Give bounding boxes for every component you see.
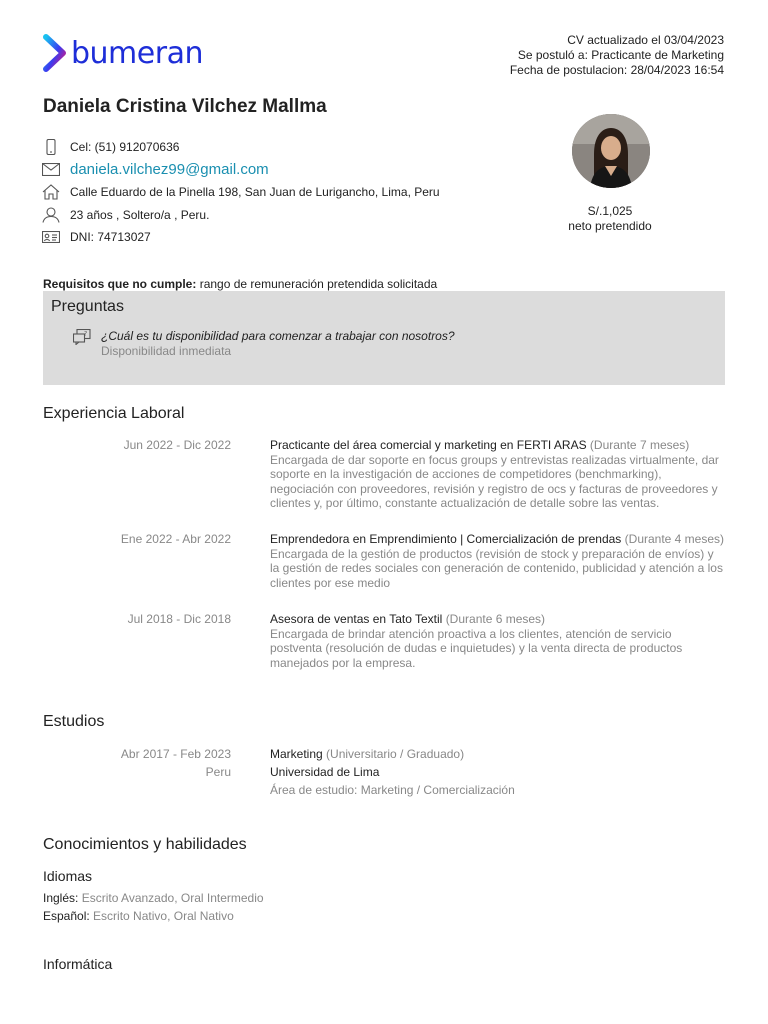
phone-text: Cel: (51) 912070636 [70,140,180,155]
cv-meta [510,33,724,78]
skills-title: Conocimientos y habilidades [43,836,247,853]
experience-body [270,532,726,590]
bumeran-logo[interactable] [43,34,203,72]
contact-phone [41,136,440,159]
unmet-requirements [43,277,437,291]
experience-body [270,612,726,670]
experience-duration: (Durante 4 meses) [624,532,725,546]
svg-text:?: ? [84,330,88,338]
question-text: ¿Cuál es tu disponibilidad para comenzar a trabajar con nosotros? [101,329,455,343]
education-degree: Marketing [270,747,323,761]
education-title: Estudios [43,713,105,730]
email-link[interactable]: daniela.vilchez99@gmail.com [70,161,269,179]
education-location: Peru [205,765,231,779]
experience-duration: (Durante 7 meses) [589,438,690,452]
user-icon [41,207,61,223]
experience-role: Asesora de ventas en Tato Textil [270,612,443,626]
salary-label: neto pretendido [568,219,652,233]
it-title: Informática [43,956,113,972]
language-level: Escrito Avanzado, Oral Intermedio [81,891,264,905]
salary-value: S/.1,025 [587,204,633,218]
experience-description: Encargada de brindar atención proactiva a los clientes, atención de servicio postventa (resolución de dudas e inquietudes) y la venta directa de productos manejados por la empresa. [270,626,683,670]
experience-date: Jun 2022 - Dic 2022 [123,438,231,452]
candidate-photo-image [572,114,650,188]
experience-title: Experiencia Laboral [43,405,185,422]
dni-text: DNI: 74713027 [70,230,151,245]
salary-block [540,204,680,234]
experience-description: Encargada de dar soporte en focus groups y entrevistas realizadas virtualmente, dar soporte en la investigación de acciones de competidores (benchmarking), negociación con proveedores, revisión y registro de ocs y facturas de proveedores y clientes y, por último, constante actualización de detalle sobre las ventas. [270,452,719,511]
cv-application-date: Fecha de postulacion: 28/04/2023 16:54 [509,63,724,77]
education-level: (Universitario / Graduado) [326,747,465,761]
contact-address [41,181,440,204]
candidate-photo [572,114,650,188]
language-name: Español: [43,909,90,923]
personal-text: 23 años , Soltero/a , Peru. [70,207,210,222]
experience-role: Practicante del área comercial y marketing en FERTI ARAS [270,438,587,452]
experience-duration: (Durante 6 meses) [445,612,546,626]
experience-body [270,438,726,511]
education-dates [43,745,231,781]
questions-panel [43,291,725,385]
mail-icon [41,162,61,178]
chat-question-icon [73,329,91,350]
unmet-requirements-value: rango de remuneración pretendida solicitada [199,277,438,291]
education-date: Abr 2017 - Feb 2023 [120,747,231,761]
contact-list [41,136,440,249]
candidate-name: Daniela Cristina Vilchez Mallma [43,96,327,117]
home-icon [41,184,61,200]
question-answer: Disponibilidad inmediata [101,344,232,358]
address-text: Calle Eduardo de la Pinella 198, San Juan de Lurigancho, Lima, Peru [70,185,440,200]
language-row [43,891,264,905]
contact-personal [41,204,440,227]
experience-date: Ene 2022 - Abr 2022 [120,532,231,546]
cv-updated: CV actualizado el 03/04/2023 [567,33,724,47]
experience-role: Emprendedora en Emprendimiento | Comercialización de prendas [270,532,622,546]
contact-email [41,159,440,182]
phone-icon [41,139,61,155]
languages-title: Idiomas [43,868,93,884]
language-level: Escrito Nativo, Oral Nativo [93,909,234,923]
unmet-requirements-label: Requisitos que no cumple: [43,277,197,291]
bumeran-logo-icon [43,34,69,72]
experience-description: Encargada de la gestión de productos (revisión de stock y preparación de envíos) y la gestión de redes sociales con generación de contenido, publicidad y atención a los clientes por ese medio [270,546,723,590]
questions-title: Preguntas [51,298,124,315]
education-body [270,745,726,799]
id-card-icon [41,229,61,245]
contact-dni [41,226,440,249]
cv-applied: Se postuló a: Practicante de Marketing [517,48,724,62]
experience-date: Jul 2018 - Dic 2018 [127,612,231,626]
language-row [43,909,234,923]
education-area: Área de estudio: Marketing / Comercialización [270,783,515,797]
bumeran-wordmark: bumeran [71,35,203,71]
language-name: Inglés: [43,891,79,905]
education-school: Universidad de Lima [270,765,380,779]
